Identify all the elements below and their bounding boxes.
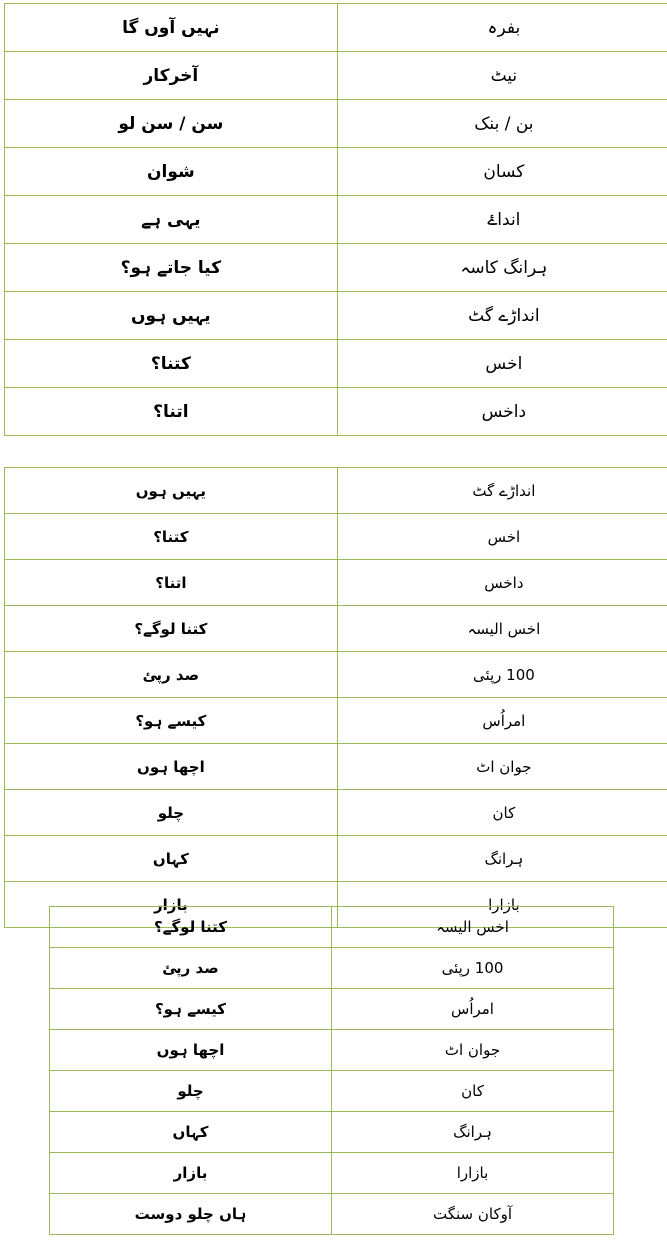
urdu-meaning-cell: نہیں آوں گا [5, 4, 338, 52]
table-row [5, 744, 667, 790]
table-row [5, 836, 667, 882]
table-row [5, 606, 667, 652]
urdu-meaning-cell: اتنا؟ [5, 388, 338, 436]
source-phrase-cell: جوان اٹ [337, 744, 667, 790]
urdu-meaning-cell: سن / سن لو [5, 100, 338, 148]
source-phrase-cell: اخس الیسہ [332, 907, 614, 948]
urdu-meaning-cell: شوان [5, 148, 338, 196]
table-row [5, 388, 667, 436]
urdu-meaning-cell: اچھا ہوں [5, 744, 338, 790]
table-row [5, 244, 667, 292]
urdu-meaning-cell: یہیں ہوں [5, 468, 338, 514]
table-row [50, 1071, 614, 1112]
urdu-meaning-cell: ہاں چلو دوست [50, 1194, 332, 1235]
table-row [50, 948, 614, 989]
table-row [50, 1194, 614, 1235]
source-phrase-cell: انداۓ [337, 196, 667, 244]
source-phrase-cell: انداڑے گٹ [337, 468, 667, 514]
source-phrase-cell: کسان [337, 148, 667, 196]
table-row [5, 698, 667, 744]
table-row [5, 652, 667, 698]
table-row [50, 1112, 614, 1153]
urdu-meaning-cell: کہاں [5, 836, 338, 882]
urdu-meaning-cell: کہاں [50, 1112, 332, 1153]
urdu-meaning-cell: چلو [5, 790, 338, 836]
urdu-meaning-cell: کیا جاتے ہو؟ [5, 244, 338, 292]
phrase-table-1-body [5, 4, 667, 436]
source-phrase-cell: ہرانگ کاسہ [337, 244, 667, 292]
table-row [5, 468, 667, 514]
table-row [50, 1030, 614, 1071]
urdu-meaning-cell: کتنا؟ [5, 514, 338, 560]
source-phrase-cell: بن / بنک [337, 100, 667, 148]
source-phrase-cell: 100 رپئی [337, 652, 667, 698]
urdu-meaning-cell: اچھا ہوں [50, 1030, 332, 1071]
table-row [5, 340, 667, 388]
table-row [5, 196, 667, 244]
urdu-meaning-cell: کتنا لوگے؟ [50, 907, 332, 948]
urdu-meaning-cell: آخرکار [5, 52, 338, 100]
source-phrase-cell: داخس [337, 388, 667, 436]
table-row [5, 148, 667, 196]
source-phrase-cell: آوکان سنگت [332, 1194, 614, 1235]
source-phrase-cell: بفرہ [337, 4, 667, 52]
urdu-meaning-cell: کیسے ہو؟ [50, 989, 332, 1030]
urdu-meaning-cell: صد رپئ [5, 652, 338, 698]
source-phrase-cell: داخس [337, 560, 667, 606]
table-row [5, 560, 667, 606]
table-row [5, 100, 667, 148]
phrase-table-3 [49, 906, 614, 1235]
phrase-table-2 [4, 467, 667, 928]
source-phrase-cell: اخس [337, 340, 667, 388]
table-row [50, 907, 614, 948]
source-phrase-cell: امراُس [332, 989, 614, 1030]
source-phrase-cell: نیٹ [337, 52, 667, 100]
phrase-table-1 [4, 3, 667, 436]
source-phrase-cell: 100 رپئی [332, 948, 614, 989]
source-phrase-cell: ہرانگ [332, 1112, 614, 1153]
urdu-meaning-cell: بازار [5, 882, 338, 928]
source-phrase-cell: اخس [337, 514, 667, 560]
source-phrase-cell: ہرانگ [337, 836, 667, 882]
table-row [5, 4, 667, 52]
urdu-meaning-cell: بازار [50, 1153, 332, 1194]
urdu-meaning-cell: کیسے ہو؟ [5, 698, 338, 744]
table-row [50, 1153, 614, 1194]
source-phrase-cell: اخس الیسہ [337, 606, 667, 652]
table-row [5, 790, 667, 836]
phrase-table-2-body [5, 468, 667, 928]
urdu-meaning-cell: یہی ہے [5, 196, 338, 244]
urdu-meaning-cell: صد رپئ [50, 948, 332, 989]
source-phrase-cell: بازارا [337, 882, 667, 928]
table-row [5, 292, 667, 340]
urdu-meaning-cell: یہیں ہوں [5, 292, 338, 340]
source-phrase-cell: انداڑے گٹ [337, 292, 667, 340]
phrase-table-3-body [50, 907, 614, 1235]
table-row [5, 52, 667, 100]
source-phrase-cell: کان [337, 790, 667, 836]
source-phrase-cell: جوان اٹ [332, 1030, 614, 1071]
table-row [50, 989, 614, 1030]
source-phrase-cell: امراُس [337, 698, 667, 744]
urdu-meaning-cell: اتنا؟ [5, 560, 338, 606]
urdu-meaning-cell: کتنا؟ [5, 340, 338, 388]
source-phrase-cell: بازارا [332, 1153, 614, 1194]
urdu-meaning-cell: چلو [50, 1071, 332, 1112]
source-phrase-cell: کان [332, 1071, 614, 1112]
urdu-meaning-cell: کتنا لوگے؟ [5, 606, 338, 652]
table-row [5, 514, 667, 560]
